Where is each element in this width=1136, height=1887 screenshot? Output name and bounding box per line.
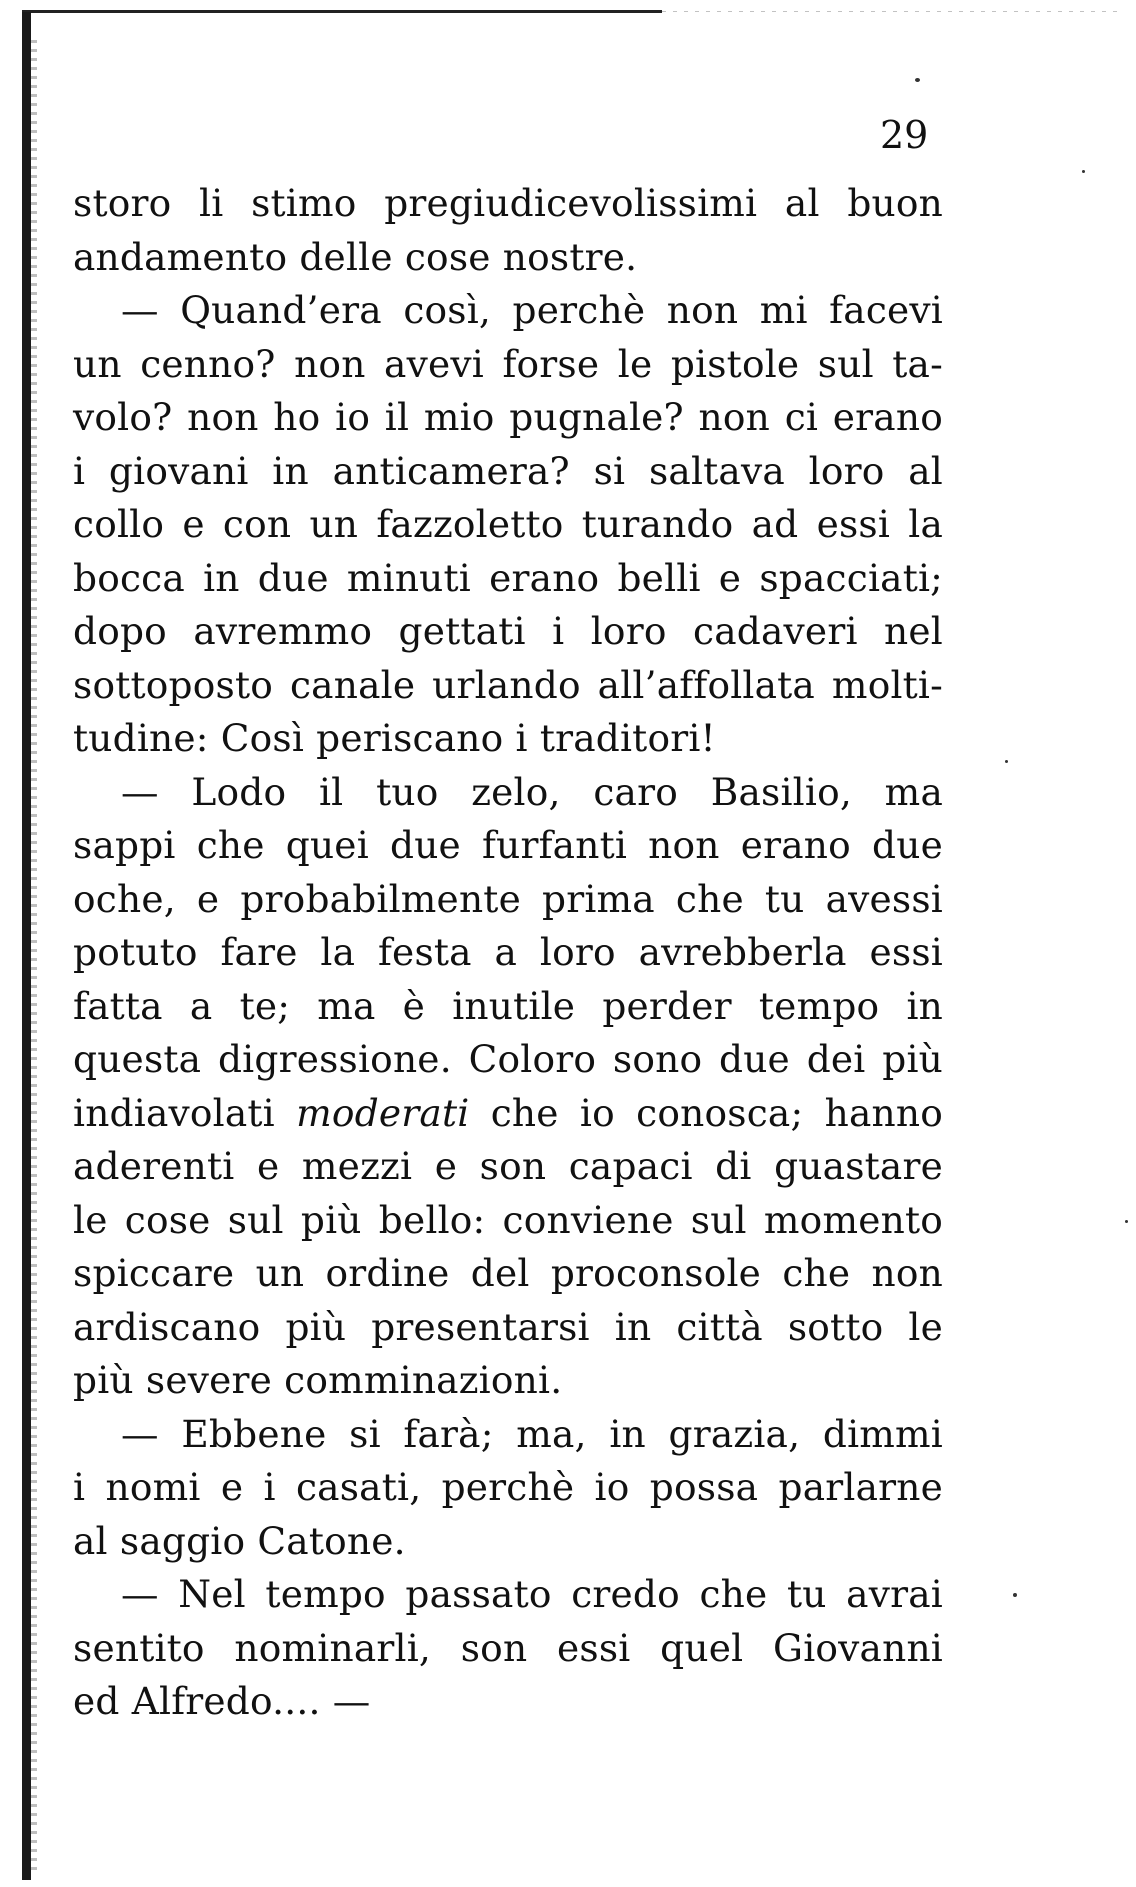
text-line: tudine: Così periscano i traditori! [73,716,716,760]
text-line: potuto fare la festa a loro avrebberla essi [73,930,943,974]
text-line: ed Alfredo.... — [73,1679,371,1723]
text-line: — Nel tempo passato credo che tu avrai [121,1572,943,1616]
text-line: un cenno? non avevi forse le pistole sul ta- [73,341,943,386]
text-line: sentito nominarli, son essi quel Giovanni [73,1625,943,1670]
text-line: collo e con un fazzoletto turando ad essi la [73,502,943,546]
text-line: — Lodo il tuo zelo, caro Basilio, ma [121,769,943,814]
page-top-edge [22,10,662,13]
page-number: 29 [880,113,929,157]
text-line: i nomi e i casati, perchè io possa parlarne [73,1465,943,1509]
text-line: fatta a te; ma è inutile perder tempo in [73,983,943,1028]
text-line: storo li stimo pregiudicevolissimi al buon [73,181,943,225]
text-line: andamento delle cose nostre. [73,234,638,279]
text-line: i giovani in anticamera? si saltava loro al [73,448,943,493]
text-line: — Quand’era così, perchè non mi facevi [121,288,943,332]
text-line: ardiscano più presentarsi in città sotto le [73,1304,943,1349]
text-line: bocca in due minuti erano belli e spacciati; [73,555,943,600]
scan-speck [1005,760,1008,763]
text-line: aderenti e mezzi e son capaci di guastare [73,1144,943,1188]
body-text [73,177,943,1729]
text-line: sappi che quei due furfanti non erano due [73,823,943,867]
scan-speck [1013,1593,1017,1597]
binding-shadow [31,40,37,1870]
scan-speck [915,78,920,82]
scan-speck [1082,170,1085,173]
text-line: volo? non ho io il mio pugnale? non ci erano [73,395,943,439]
text-line: spiccare un ordine del proconsole che non [73,1251,943,1295]
scan-speck [1125,1220,1128,1223]
text-line: più severe comminazioni. [73,1358,563,1402]
text-line: — Ebbene si farà; ma, in grazia, dimmi [121,1411,943,1456]
text-line: le cose sul più bello: conviene sul momento [73,1197,943,1242]
text-line: dopo avremmo gettati i loro cadaveri nel [73,609,943,653]
text-line: oche, e probabilmente prima che tu avessi [73,876,943,921]
text-line: questa digressione. Coloro sono due dei più [73,1037,943,1081]
text-line: sottoposto canale urlando all’affollata molti- [73,662,943,707]
text-line: al saggio Catone. [73,1518,406,1563]
binding-edge [22,12,31,1880]
text-line: indiavolati moderati che io conosca; hanno [73,1090,943,1135]
page-top-edge-faint [662,11,1122,12]
